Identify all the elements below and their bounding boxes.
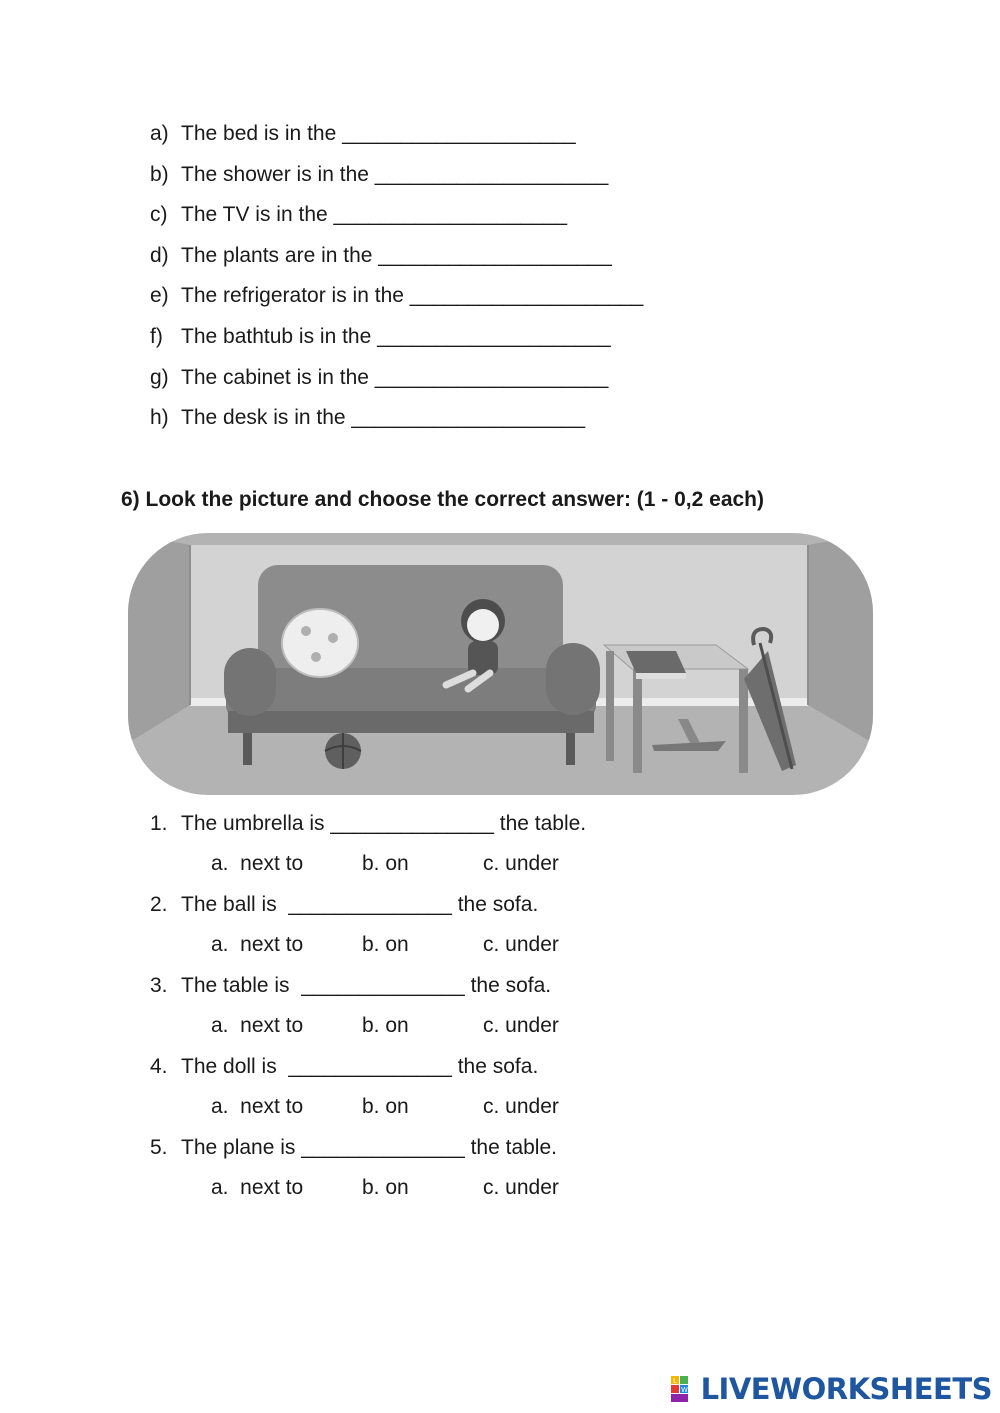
question-row	[150, 1133, 586, 1173]
fill-blank-row-g	[150, 362, 643, 403]
option-b[interactable]: b. on	[362, 933, 409, 956]
question-text: The umbrella is ______________ the table.	[181, 812, 587, 835]
sofa-leg	[243, 731, 252, 765]
cushion-pillow	[282, 609, 358, 677]
brand-badge-icon	[671, 1376, 697, 1402]
fill-blank-row-f	[150, 321, 643, 362]
question-number: 2.	[150, 893, 168, 916]
multiple-choice-list	[150, 809, 586, 1214]
option-a[interactable]: a. next to	[211, 1095, 304, 1118]
cushion-flower	[311, 652, 321, 662]
option-b[interactable]: b. on	[362, 852, 409, 875]
brand-badge-letter-l: L	[672, 1377, 677, 1385]
item-marker: c)	[150, 203, 168, 227]
question-number: 4.	[150, 1055, 168, 1078]
fill-blank-row-b	[150, 159, 643, 200]
sofa-armrest-left	[224, 648, 276, 716]
question-number: 3.	[150, 974, 168, 997]
item-text: The refrigerator is in the ____________________	[181, 284, 644, 308]
sofa-leg	[566, 731, 575, 765]
cushion-flower	[301, 626, 311, 636]
item-text: The desk is in the ____________________	[181, 406, 586, 430]
item-text: The bathtub is in the ____________________	[181, 324, 611, 348]
item-marker: b)	[150, 162, 169, 186]
answer-options	[150, 849, 586, 890]
section-6-title: 6) Look the picture and choose the correct answer: (1 - 0,2 each)	[121, 488, 765, 511]
doll-face	[467, 609, 499, 641]
question-text: The plane is ______________ the table.	[181, 1136, 557, 1159]
brand-badge-letter-w: W	[680, 1386, 688, 1394]
option-a[interactable]: a. next to	[211, 1014, 304, 1037]
liveworksheets-logo	[671, 1372, 992, 1406]
question-row	[150, 971, 586, 1011]
item-text: The cabinet is in the ____________________	[181, 365, 609, 389]
sofa-armrest-right	[546, 643, 600, 715]
answer-options	[150, 1092, 586, 1133]
item-text: The TV is in the ____________________	[181, 203, 568, 227]
sofa-base	[228, 711, 594, 733]
option-c[interactable]: c. under	[483, 1014, 559, 1037]
fill-blank-row-e	[150, 280, 643, 321]
item-marker: a)	[150, 122, 169, 145]
option-a[interactable]: a. next to	[211, 852, 304, 875]
cushion-flower	[328, 633, 338, 643]
option-c[interactable]: c. under	[483, 933, 559, 956]
option-b[interactable]: b. on	[362, 1095, 409, 1118]
question-number: 5.	[150, 1136, 168, 1159]
option-c[interactable]: c. under	[483, 1176, 559, 1199]
item-text: The bed is in the ____________________	[181, 122, 576, 145]
living-room-illustration	[128, 533, 873, 795]
table-leg	[606, 651, 614, 761]
fill-blank-row-h	[150, 402, 643, 443]
fill-blank-row-a	[150, 118, 643, 159]
question-row	[150, 809, 586, 849]
fill-blank-row-c	[150, 199, 643, 240]
question-text: The ball is ______________ the sofa.	[181, 893, 539, 916]
item-marker: g)	[150, 365, 169, 389]
question-text: The table is ______________ the sofa.	[181, 974, 552, 997]
option-b[interactable]: b. on	[362, 1014, 409, 1037]
answer-options	[150, 1011, 586, 1052]
option-a[interactable]: a. next to	[211, 933, 304, 956]
option-c[interactable]: c. under	[483, 852, 559, 875]
item-marker: e)	[150, 284, 169, 308]
option-c[interactable]: c. under	[483, 1095, 559, 1118]
table-leg	[633, 669, 642, 773]
item-marker: d)	[150, 243, 169, 267]
item-marker: h)	[150, 406, 169, 430]
item-marker: f)	[150, 324, 163, 348]
book	[626, 651, 686, 673]
option-b[interactable]: b. on	[362, 1176, 409, 1199]
book-edge	[636, 673, 686, 679]
answer-options	[150, 930, 586, 971]
question-number: 1.	[150, 812, 168, 835]
fill-blank-list	[150, 118, 643, 443]
answer-options	[150, 1173, 586, 1214]
item-text: The shower is in the ____________________	[181, 162, 609, 186]
question-row	[150, 1052, 586, 1092]
brand-wordmark: LIVEWORKSHEETS	[700, 1372, 992, 1406]
fill-blank-row-d	[150, 240, 643, 281]
question-row	[150, 890, 586, 930]
item-text: The plants are in the ____________________	[181, 243, 612, 267]
option-a[interactable]: a. next to	[211, 1176, 304, 1199]
question-text: The doll is ______________ the sofa.	[181, 1055, 539, 1078]
sofa-seat	[226, 668, 596, 716]
